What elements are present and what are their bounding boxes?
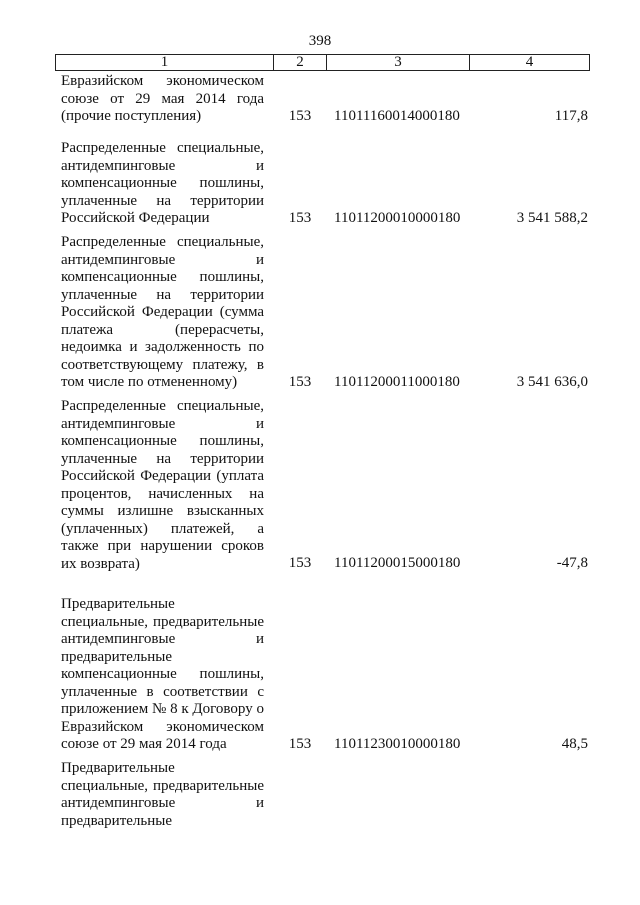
row-amount: 3 541 588,2 xyxy=(516,210,588,226)
column-header-2: 2 xyxy=(274,55,327,71)
column-header-table xyxy=(55,54,590,71)
row-admin-code: 153 xyxy=(288,736,312,752)
description-line: союзе от 29 мая 2014 года xyxy=(61,736,227,752)
description-line: уплаченные на территории xyxy=(61,450,264,467)
description-line: компенсационные пошлины, xyxy=(61,175,264,191)
description-line: уплаченные на территории xyxy=(61,192,264,209)
description-line: специальные, предварительные xyxy=(61,777,264,794)
description-line: антидемпинговые и xyxy=(61,415,264,432)
description-line: Евразийском экономическом xyxy=(61,718,264,735)
description-line: приложением № 8 к Договору о xyxy=(61,701,264,717)
description-line: их возврата) xyxy=(61,555,140,572)
description-line: компенсационные пошлины, xyxy=(61,433,264,449)
description-line: Российской Федерации (сумма xyxy=(61,304,264,320)
description-line: платежа (перерасчеты, xyxy=(61,321,264,338)
row-amount: 3 541 636,0 xyxy=(516,374,588,390)
description-line: антидемпинговые и xyxy=(61,251,264,268)
description-line: предварительные xyxy=(61,648,172,665)
description-line: антидемпинговые и xyxy=(61,631,264,647)
row-budget-code: 11011200011000180 xyxy=(334,374,460,390)
description-line: Распределенные специальные, xyxy=(61,398,264,414)
row-admin-code: 153 xyxy=(288,210,312,226)
row-description xyxy=(61,398,264,573)
row-amount: -47,8 xyxy=(556,555,588,571)
description-line: (прочие поступления) xyxy=(61,108,202,124)
description-line: Российской Федерации (уплата xyxy=(61,468,264,484)
column-header-1: 1 xyxy=(56,55,274,71)
row-amount: 48,5 xyxy=(561,736,588,752)
row-admin-code: 153 xyxy=(288,374,312,390)
row-budget-code: 11011200015000180 xyxy=(334,555,461,571)
description-line: специальные, предварительные xyxy=(61,613,264,630)
row-description xyxy=(61,234,264,392)
description-line: суммы излишне взысканных xyxy=(61,503,264,519)
row-admin-code: 153 xyxy=(288,108,312,124)
description-line: уплаченные на территории xyxy=(61,286,264,303)
description-line: процентов, начисленных на xyxy=(61,485,264,502)
column-header-row xyxy=(56,55,590,71)
column-header-3: 3 xyxy=(327,55,470,71)
row-description xyxy=(61,596,264,754)
description-line: соответствующему платежу, в xyxy=(61,356,264,373)
description-line: антидемпинговые и xyxy=(61,157,264,174)
column-header-4: 4 xyxy=(470,55,590,71)
description-line: союзе от 29 мая 2014 года xyxy=(61,90,264,107)
row-budget-code: 11011160014000180 xyxy=(334,108,460,124)
description-line: также при нарушении сроков xyxy=(61,538,264,554)
row-admin-code: 153 xyxy=(288,555,312,571)
description-line: антидемпинговые и xyxy=(61,795,264,811)
description-line: Предварительные xyxy=(61,760,175,776)
page-number: 398 xyxy=(308,33,332,49)
row-budget-code: 11011230010000180 xyxy=(334,736,461,752)
description-line: недоимка и задолженность по xyxy=(61,339,264,355)
row-budget-code: 11011200010000180 xyxy=(334,210,461,226)
description-line: компенсационные пошлины, xyxy=(61,269,264,285)
row-amount: 117,8 xyxy=(554,108,588,124)
description-line: Предварительные xyxy=(61,596,175,612)
description-line: Распределенные специальные, xyxy=(61,140,264,156)
description-line: Евразийском экономическом xyxy=(61,73,264,89)
description-line: Российской Федерации xyxy=(61,210,210,226)
description-line: компенсационные пошлины, xyxy=(61,666,264,682)
row-description xyxy=(61,73,264,126)
description-line: (уплаченных) платежей, а xyxy=(61,520,264,537)
description-line: Распределенные специальные, xyxy=(61,234,264,250)
description-line: том числе по отмененному) xyxy=(61,374,238,390)
description-line: уплаченные в соответствии с xyxy=(61,683,264,700)
description-line: предварительные xyxy=(61,812,172,829)
row-description xyxy=(61,140,264,228)
row-description xyxy=(61,760,264,830)
